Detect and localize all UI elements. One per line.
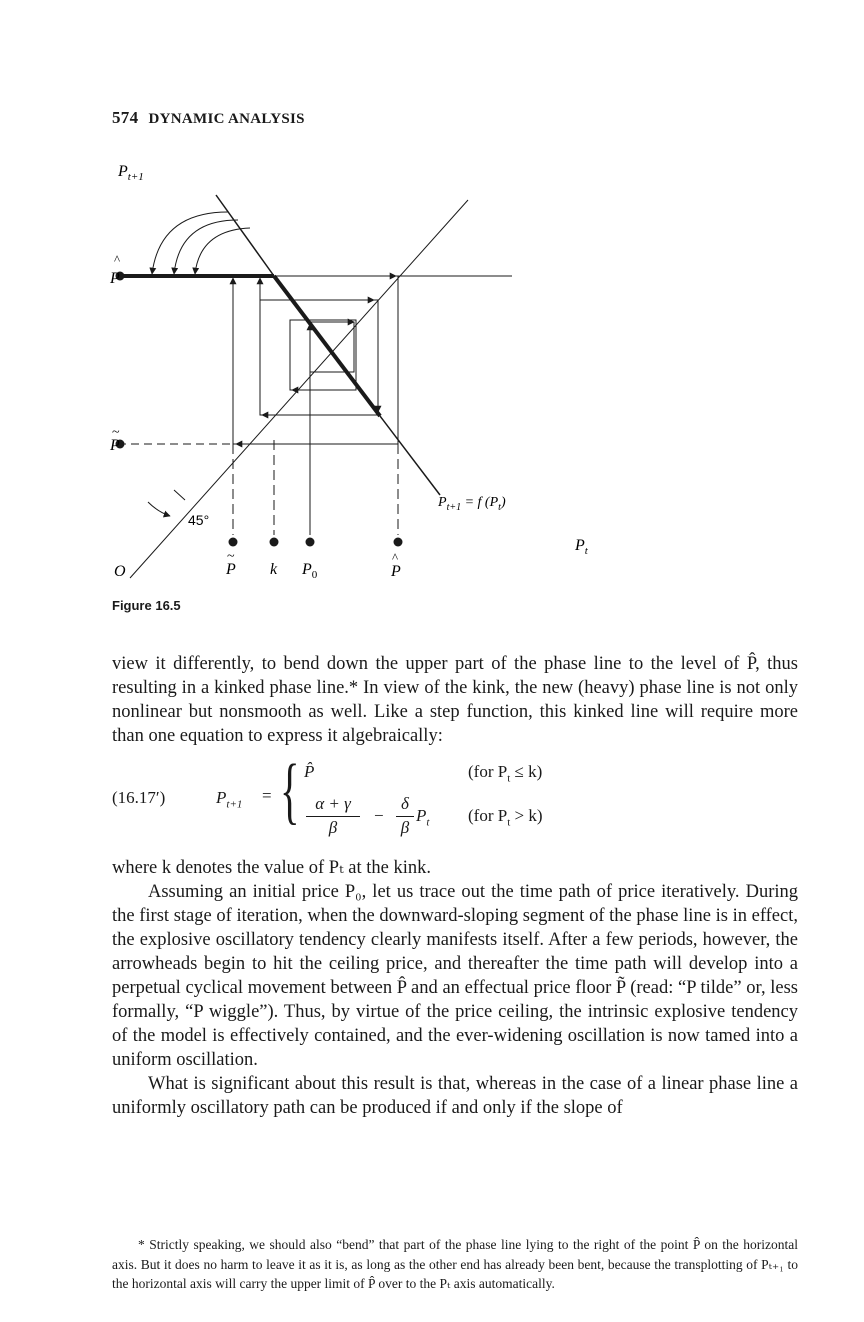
equation-cond2: (for $P_t > k$) bbox=[468, 806, 543, 829]
p-tilde-axis-mark: ~ bbox=[112, 425, 120, 440]
paragraph-kink: where k denotes the value of Pₜ at the kink. bbox=[112, 858, 431, 878]
footnote bbox=[112, 1235, 798, 1294]
x-axis-label: $P_t$ bbox=[575, 537, 588, 557]
equation-minus: − bbox=[374, 806, 384, 825]
angle-arc bbox=[148, 502, 170, 516]
equation-frac2-bar bbox=[396, 816, 414, 817]
phase-line-light bbox=[216, 195, 274, 276]
p0-label: $P_0$ bbox=[302, 561, 318, 581]
forty-five-degree-line bbox=[130, 200, 468, 578]
cobweb-outer-square bbox=[233, 276, 398, 444]
angle-leader bbox=[174, 490, 185, 500]
cobweb-inner-square bbox=[290, 320, 356, 390]
equation-number: (16.17′) bbox=[112, 788, 166, 807]
running-head-title: DYNAMIC ANALYSIS bbox=[148, 111, 305, 127]
p-hat-axis-mark: ^ bbox=[114, 252, 121, 267]
body-text bbox=[112, 856, 798, 1120]
phase-line-light-lower bbox=[380, 416, 440, 495]
equation-frac2-num: δ bbox=[401, 794, 409, 813]
transplot-arc bbox=[174, 220, 238, 274]
phase-line-label: $P_{t+1} = f$ $(P_t)$ bbox=[438, 495, 506, 513]
p-tilde-axis-label: P bbox=[110, 437, 120, 454]
angle-label: 45° bbox=[188, 512, 210, 528]
paragraph-intro bbox=[112, 652, 798, 748]
transplot-arc bbox=[195, 228, 250, 274]
equation-frac1-num: α + γ bbox=[315, 794, 351, 813]
paragraph-significance: What is significant about this result is that, whereas in the case of a linear phase line a uniformly oscillatory path can be produced if and only if the slope of bbox=[112, 1074, 798, 1118]
p0-point bbox=[306, 538, 315, 547]
origin-label: O bbox=[114, 563, 126, 580]
phase-diagram bbox=[100, 150, 660, 590]
equation-equals: = bbox=[262, 786, 272, 805]
k-label: k bbox=[270, 561, 278, 578]
footnote-text: * Strictly speaking, we should also “bend” that part of the phase line lying to the right of the point P̂ on the horizontal axis. But it does no harm to leave it as it is, as long as the other end has already been bent, because the transplotting of Pₜ₊₁ to the horizontal axis will carry the upper limit of P̂ over to the Pₜ axis automatically. bbox=[112, 1237, 798, 1291]
equation-lhs: $P_{t+1}$ bbox=[216, 788, 243, 811]
p-hat-axis-label: P bbox=[110, 270, 120, 287]
transplot-arc bbox=[152, 212, 228, 274]
equation-frac1-den: β bbox=[328, 818, 338, 837]
paragraph-iteration: Assuming an initial price P₀, let us trace out the time path of price iteratively. During the first stage of iteration, when the downward-sloping segment of the phase line is in effect, the explosive oscillatory tendency clearly manifests itself. After a few periods, however, the arrowheads begin to hit the ceiling price, and thereafter the time path will develop into a perpetual cyclical movement between P̂ and an effectual price floor P̃ (read: “P tilde” or, less formally, “P wiggle”). Thus, by virtue of the price ceiling, the intrinsic explosive tendency of the model is effectively contained, and the ever-widening oscillation is now tamed into a uniform oscillation. bbox=[112, 882, 798, 1070]
equation-case1: P̂ bbox=[304, 762, 315, 781]
equation-frac1-bar bbox=[306, 816, 360, 817]
running-head bbox=[112, 108, 305, 128]
equation-brace: { bbox=[280, 750, 300, 832]
equation-case2-tail: $P_t$ bbox=[416, 806, 430, 829]
equation-cond1: (for $P_t \le k$) bbox=[468, 762, 543, 785]
p-tilde-label: P bbox=[226, 561, 236, 578]
p-hat-mark: ^ bbox=[392, 550, 399, 565]
paragraph-text: view it differently, to bend down the upper part of the phase line to the level of P̂, thus resulting in a kinked phase line.* In view of the kink, the new (heavy) phase line is not only nonlinear but nonsmooth as well. Like a step function, this kinked line will require more than one equation to express it algebraically: bbox=[112, 654, 798, 746]
p-tilde-point bbox=[229, 538, 238, 547]
page-number: 574 bbox=[112, 108, 139, 127]
p-tilde-mark: ~ bbox=[227, 549, 235, 564]
equation-16-17-prime bbox=[112, 750, 802, 842]
cobweb-middle-square bbox=[260, 300, 378, 415]
p-hat-point bbox=[394, 538, 403, 547]
y-axis-label: $P_{t+1}$ bbox=[118, 163, 144, 183]
k-point bbox=[270, 538, 279, 547]
p-hat-label: P bbox=[391, 563, 401, 580]
equation-frac2-den: β bbox=[400, 818, 410, 837]
figure-caption: Figure 16.5 bbox=[112, 598, 181, 613]
